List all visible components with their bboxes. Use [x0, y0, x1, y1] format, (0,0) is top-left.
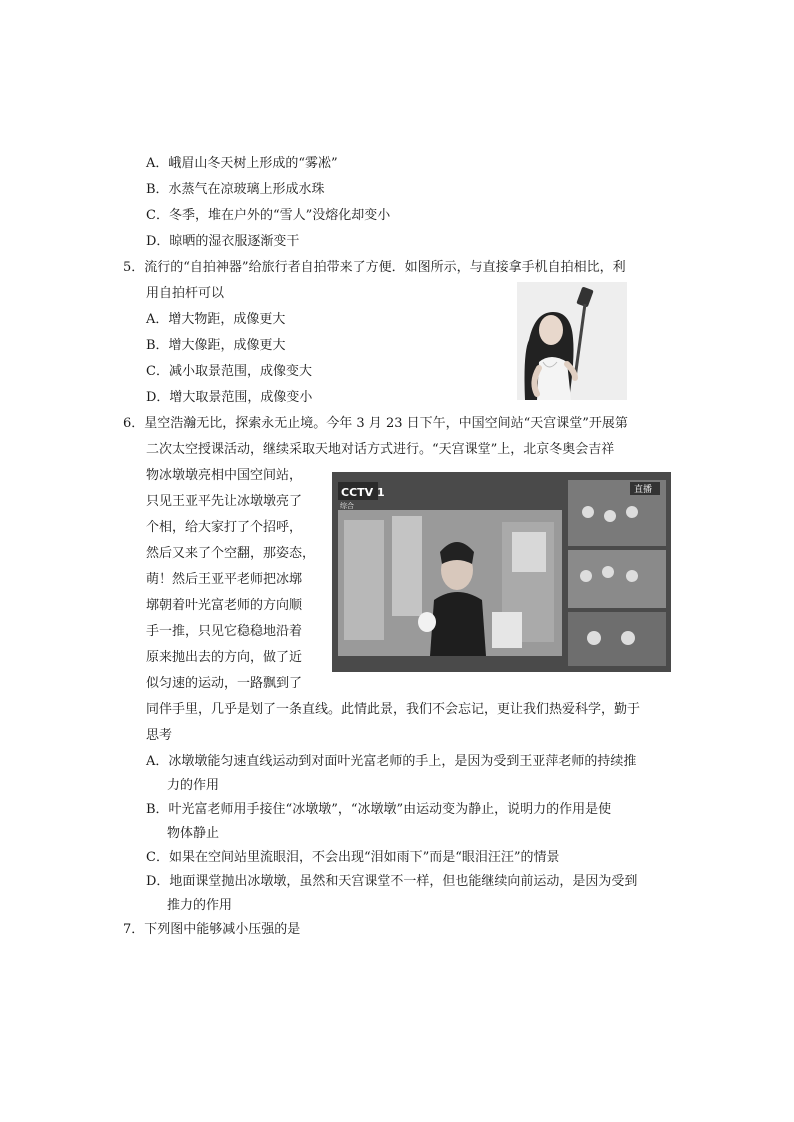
q6-line-2: 二次太空授课活动，继续采取天地对话方式进行。“天宫课堂”上，北京冬奥会吉祥 [146, 442, 615, 457]
selfie-stick-figure [517, 282, 627, 400]
q4-option-a: A．峨眉山冬天树上形成的“雾凇” [146, 156, 338, 171]
q6-line-3: 物冰墩墩亮相中国空间站， [146, 468, 303, 483]
q6-option-b-line2: 物体静止 [167, 826, 220, 841]
q5-option-a: A．增大物距，成像更大 [146, 312, 286, 327]
q6-line-1: 6．星空浩瀚无比，探索永无止境。今年 3 月 23 日下午，中国空间站“天宫课堂”开展第 [123, 416, 628, 431]
q4-option-d: D．晾晒的湿衣服逐渐变干 [146, 234, 300, 249]
q6-line-8: 墎朝着叶光富老师的方向顺 [146, 598, 303, 613]
channel-logo: CCTV 1 [341, 486, 385, 499]
q6-line-6: 然后又来了个空翻，那姿态， [146, 546, 316, 561]
q5-stem-line2: 用自拍杆可以 [146, 286, 225, 301]
q6-option-c-line1: C．如果在空间站里流眼泪，不会出现“泪如雨下”而是“眼泪汪汪”的情景 [146, 850, 560, 865]
q7-stem: 7．下列图中能够减小压强的是 [123, 922, 301, 937]
space-class-photo [332, 472, 671, 672]
q6-option-d-line2: 推力的作用 [167, 898, 233, 913]
q5-option-d: D．增大取景范围，成像变小 [146, 390, 313, 405]
selfie-stick-illustration [517, 282, 627, 400]
q4-option-b: B．水蒸气在凉玻璃上形成水珠 [146, 182, 325, 197]
channel-sub: 综合 [340, 502, 354, 510]
q6-line-4: 只见王亚平先让冰墩墩亮了 [146, 494, 303, 509]
q6-line-10: 原来抛出去的方向，做了近 [146, 650, 303, 665]
q5-stem-line1: 5．流行的“自拍神器”给旅行者自拍带来了方便．如图所示，与直接拿手机自拍相比，利 [123, 260, 626, 275]
q6-line-11: 似匀速的运动，一路飘到了 [146, 676, 303, 691]
q5-option-b: B．增大像距，成像更大 [146, 338, 286, 353]
live-tag: 直播 [634, 485, 653, 495]
q6-option-a-line1: A．冰墩墩能匀速直线运动到对面叶光富老师的手上，是因为受到王亚萍老师的持续推 [146, 754, 637, 769]
q6-option-b-line1: B．叶光富老师用手接住“冰墩墩”，“冰墩墩”由运动变为静止，说明力的作用是使 [146, 802, 612, 817]
q6-line-13: 思考 [146, 728, 173, 743]
q6-option-a-line2: 力的作用 [167, 778, 220, 793]
q6-line-5: 个相，给大家打了个招呼， [146, 520, 303, 535]
q6-line-12: 同伴手里，几乎是划了一条直线。此情此景，我们不会忘记，更让我们热爱科学，勤于 [146, 702, 641, 717]
q5-option-c: C．减小取景范围，成像变大 [146, 364, 312, 379]
q6-line-9: 手一推，只见它稳稳地沿着 [146, 624, 303, 639]
q4-option-c: C．冬季，堆在户外的“雪人”没熔化却变小 [146, 208, 391, 223]
q6-line-7: 萌！然后王亚平老师把冰墎 [146, 572, 303, 587]
q6-option-d-line1: D．地面课堂抛出冰墩墩，虽然和天宫课堂不一样，但也能继续向前运动，是因为受到 [146, 874, 638, 889]
space-class-illustration [332, 472, 671, 672]
